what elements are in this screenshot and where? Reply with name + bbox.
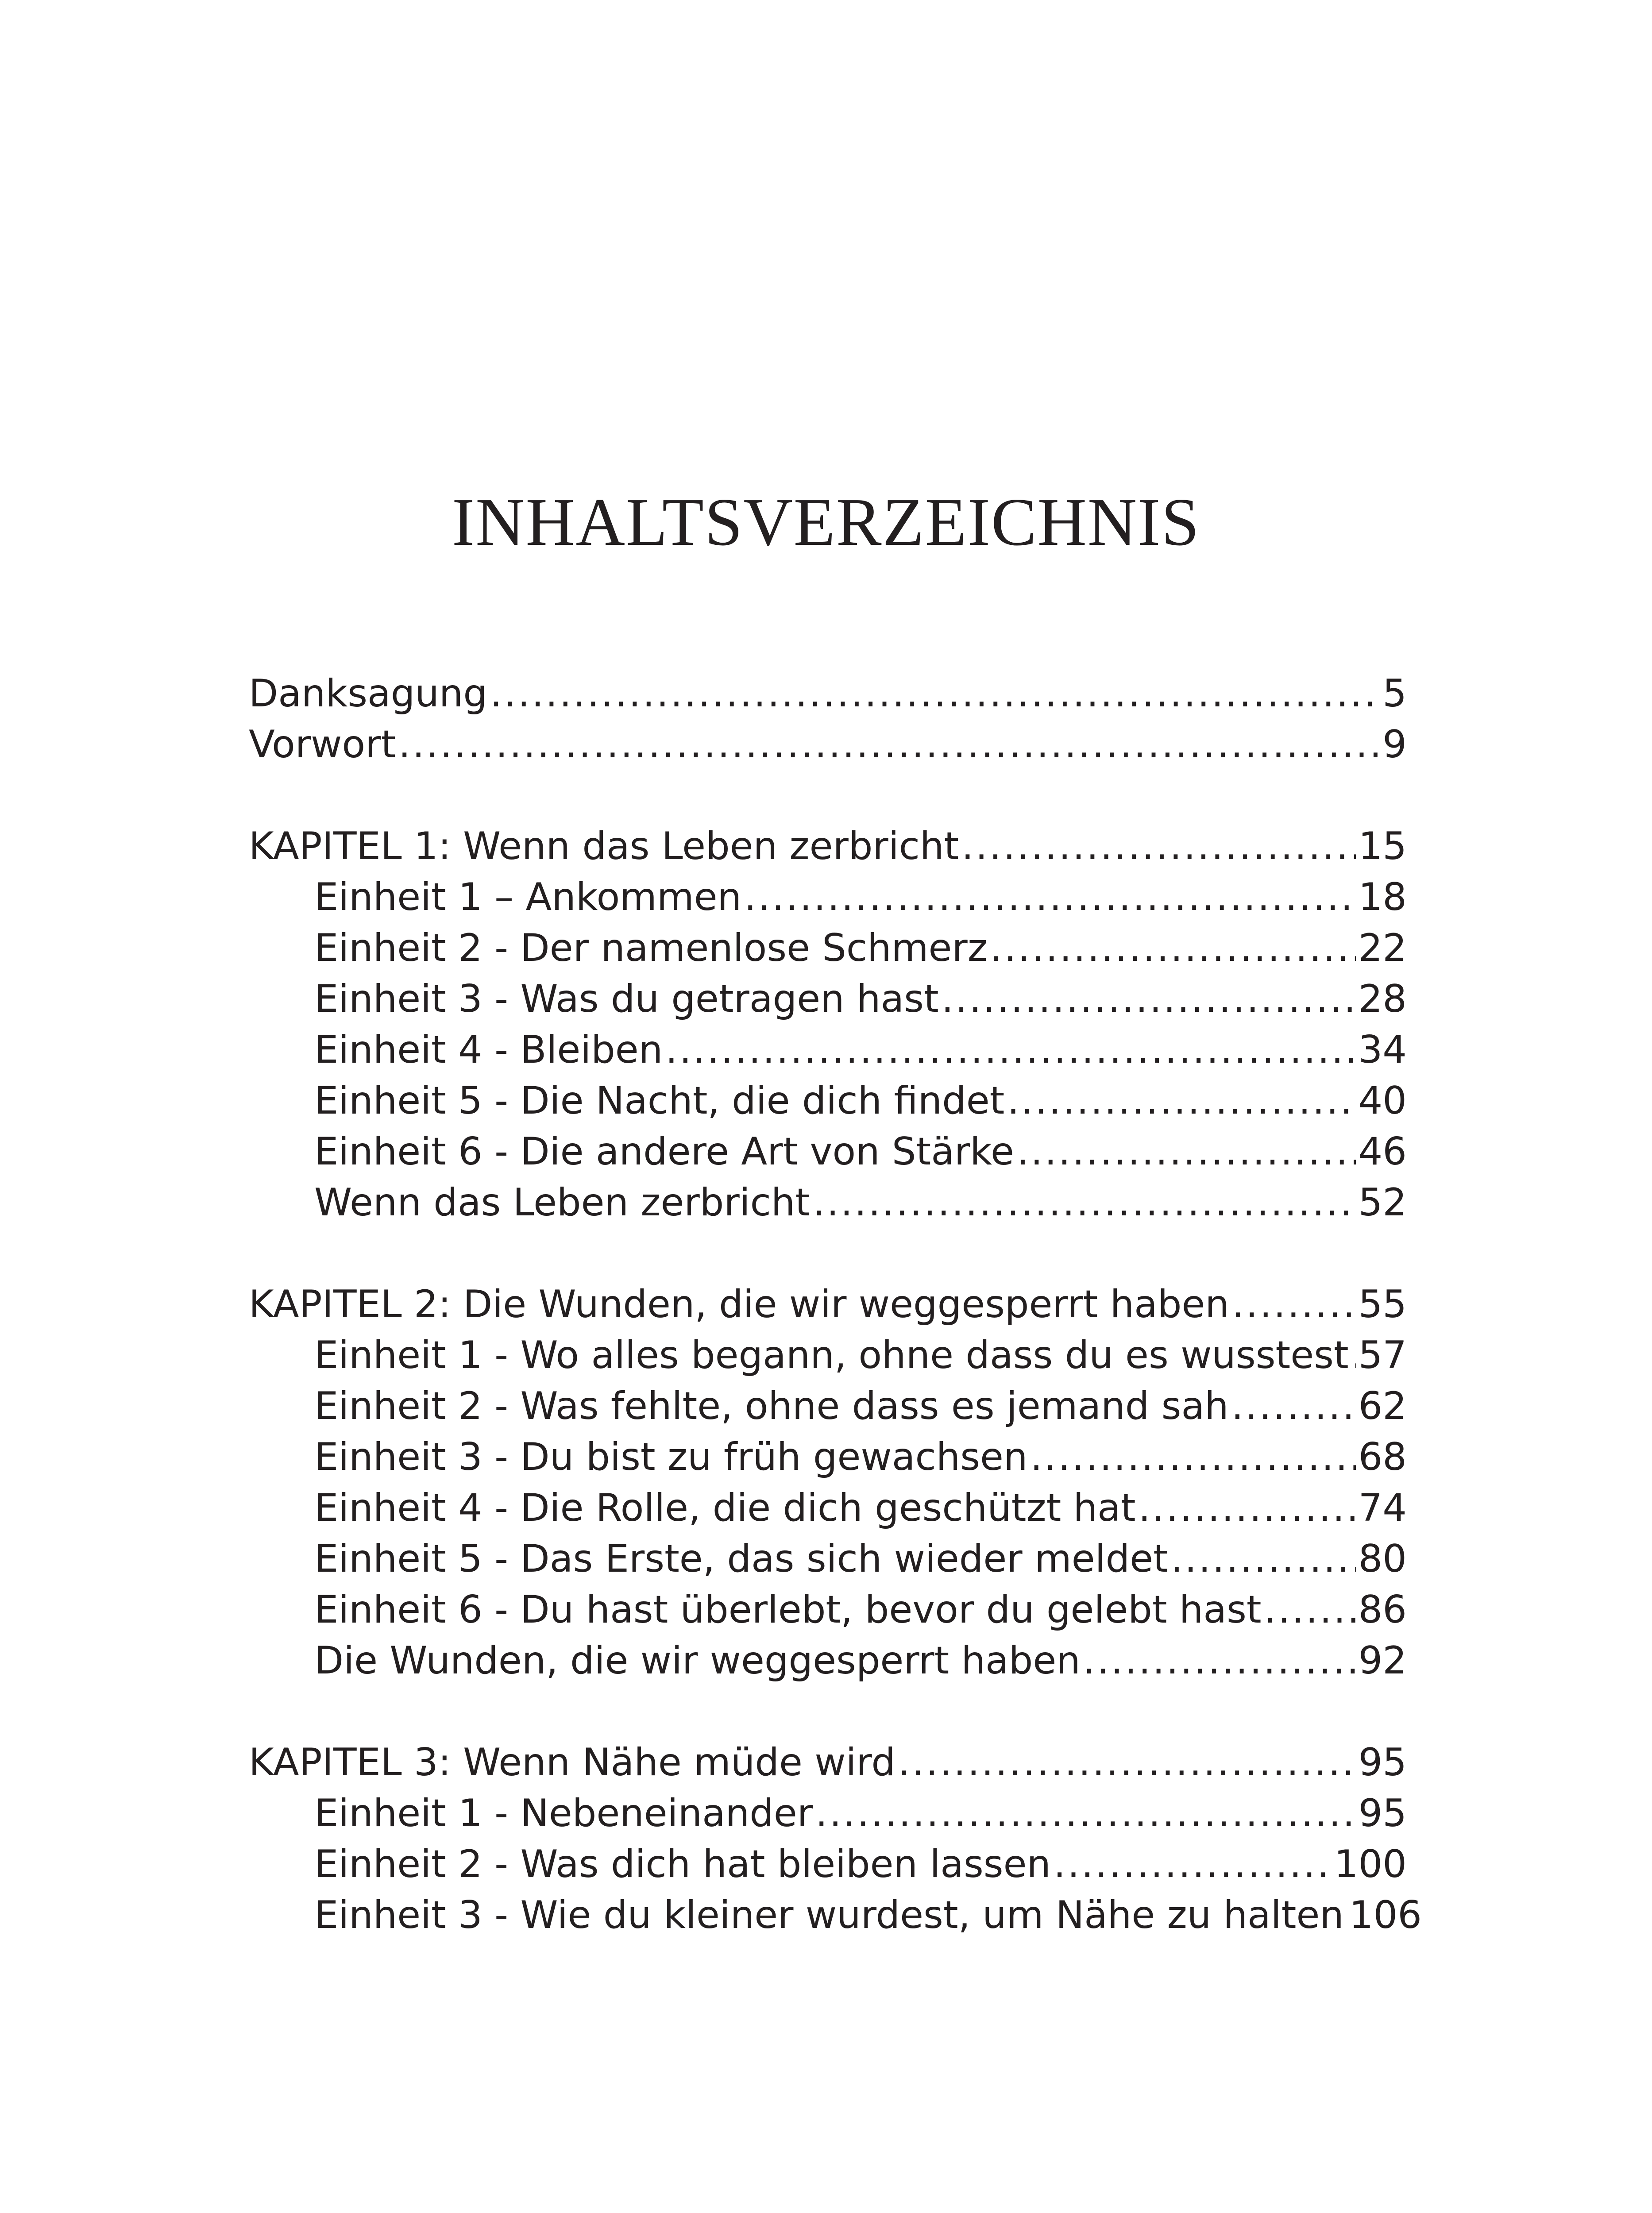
toc-subentry[interactable] xyxy=(249,1788,1407,1839)
dot-leader xyxy=(1083,1635,1356,1686)
toc-entry[interactable] xyxy=(249,1279,1407,1330)
toc-subentry[interactable] xyxy=(249,1635,1407,1686)
toc-subentry[interactable] xyxy=(249,1177,1407,1228)
toc-subentry[interactable] xyxy=(249,1483,1407,1534)
dot-leader xyxy=(942,974,1356,1025)
toc-subentry[interactable] xyxy=(249,1839,1407,1890)
toc-section xyxy=(249,668,1407,770)
dot-leader xyxy=(744,872,1355,923)
toc-entry-label: Einheit 2 - Der namenlose Schmerz xyxy=(314,926,988,970)
toc-page-number: 95 xyxy=(1358,1740,1407,1785)
dot-leader xyxy=(1017,1126,1356,1177)
toc-subentry[interactable] xyxy=(249,974,1407,1025)
toc-entry-label: Danksagung xyxy=(249,671,487,716)
toc-page-number: 5 xyxy=(1382,671,1407,716)
toc-page-number: 15 xyxy=(1358,824,1407,868)
toc-page-number: 28 xyxy=(1358,977,1407,1021)
dot-leader xyxy=(815,1788,1355,1839)
toc-entry-label: Vorwort xyxy=(249,722,396,767)
toc-subentry[interactable] xyxy=(249,1534,1407,1585)
dot-leader xyxy=(1231,1381,1356,1432)
toc-page-number: 57 xyxy=(1358,1333,1407,1377)
toc-entry-label: Einheit 6 - Du hast überlebt, bevor du gelebt hast xyxy=(314,1588,1262,1632)
dot-leader xyxy=(898,1737,1356,1788)
toc-page-number: 18 xyxy=(1358,875,1407,919)
dot-leader xyxy=(1351,1330,1356,1381)
toc-subentry[interactable] xyxy=(249,1330,1407,1381)
toc-section xyxy=(249,821,1407,1228)
toc-page-number: 46 xyxy=(1358,1130,1407,1174)
toc-entry-label: Einheit 2 - Was dich hat bleiben lassen xyxy=(314,1842,1051,1886)
dot-leader xyxy=(1232,1279,1356,1330)
toc-entry-label: Einheit 3 - Was du getragen hast xyxy=(314,977,939,1021)
toc-subentry[interactable] xyxy=(249,1076,1407,1126)
toc-page-number: 52 xyxy=(1358,1180,1407,1225)
dot-leader xyxy=(490,668,1380,719)
toc-entry-label: Einheit 5 - Das Erste, das sich wieder meldet xyxy=(314,1537,1168,1581)
dot-leader xyxy=(398,719,1380,770)
toc-subentry[interactable] xyxy=(249,1126,1407,1177)
toc-entry-label: Wenn das Leben zerbricht xyxy=(314,1180,811,1225)
toc-page-number: 9 xyxy=(1382,722,1407,767)
table-of-contents xyxy=(249,668,1422,1992)
toc-entry-label: Einheit 6 - Die andere Art von Stärke xyxy=(314,1130,1014,1174)
toc-entry[interactable] xyxy=(249,668,1407,719)
toc-page-number: 62 xyxy=(1358,1384,1407,1428)
toc-entry[interactable] xyxy=(249,719,1407,770)
toc-entry-label: KAPITEL 3: Wenn Nähe müde wird xyxy=(249,1740,895,1785)
toc-subentry[interactable] xyxy=(249,1585,1407,1635)
dot-leader xyxy=(1171,1534,1356,1585)
toc-entry-label: Einheit 1 - Wo alles begann, ohne dass du es wusstest xyxy=(314,1333,1349,1377)
toc-subentry[interactable] xyxy=(249,1890,1422,1941)
toc-page-number: 55 xyxy=(1358,1282,1407,1326)
dot-leader xyxy=(1007,1076,1355,1126)
toc-entry-label: Einheit 4 - Die Rolle, die dich geschützt hat xyxy=(314,1486,1136,1530)
toc-entry-label: Einheit 5 - Die Nacht, die dich findet xyxy=(314,1079,1005,1123)
toc-entry-label: Einheit 3 - Wie du kleiner wurdest, um Nähe zu halten xyxy=(314,1893,1344,1937)
toc-entry[interactable] xyxy=(249,821,1407,872)
dot-leader xyxy=(665,1025,1355,1076)
toc-page-number: 106 xyxy=(1349,1893,1422,1937)
toc-page-number: 95 xyxy=(1358,1791,1407,1835)
toc-page-number: 80 xyxy=(1358,1537,1407,1581)
toc-entry-label: Die Wunden, die wir weggesperrt haben xyxy=(314,1639,1081,1683)
page-title: INHALTSVERZEICHNIS xyxy=(452,485,1200,560)
toc-page-number: 22 xyxy=(1358,926,1407,970)
toc-page-number: 34 xyxy=(1358,1028,1407,1072)
toc-section xyxy=(249,1737,1422,1941)
toc-page-number: 40 xyxy=(1358,1079,1407,1123)
toc-entry-label: KAPITEL 1: Wenn das Leben zerbricht xyxy=(249,824,959,868)
toc-subentry[interactable] xyxy=(249,872,1407,923)
toc-page-number: 100 xyxy=(1334,1842,1407,1886)
toc-page-number: 86 xyxy=(1358,1588,1407,1632)
toc-section xyxy=(249,1279,1407,1686)
toc-entry-label: Einheit 1 – Ankommen xyxy=(314,875,742,919)
toc-subentry[interactable] xyxy=(249,1432,1407,1483)
dot-leader xyxy=(990,923,1356,974)
toc-subentry[interactable] xyxy=(249,1381,1407,1432)
toc-entry-label: Einheit 1 - Nebeneinander xyxy=(314,1791,813,1835)
toc-entry-label: Einheit 4 - Bleiben xyxy=(314,1028,663,1072)
dot-leader xyxy=(1030,1432,1355,1483)
dot-leader xyxy=(961,821,1355,872)
dot-leader xyxy=(1139,1483,1356,1534)
dot-leader xyxy=(1264,1585,1356,1635)
toc-entry-label: KAPITEL 2: Die Wunden, die wir weggesperrt haben xyxy=(249,1282,1229,1326)
toc-entry-label: Einheit 2 - Was fehlte, ohne dass es jemand sah xyxy=(314,1384,1229,1428)
toc-page-number: 92 xyxy=(1358,1639,1407,1683)
toc-page-number: 68 xyxy=(1358,1435,1407,1479)
toc-entry[interactable] xyxy=(249,1737,1407,1788)
toc-subentry[interactable] xyxy=(249,923,1407,974)
dot-leader xyxy=(1054,1839,1332,1890)
toc-entry-label: Einheit 3 - Du bist zu früh gewachsen xyxy=(314,1435,1028,1479)
toc-subentry[interactable] xyxy=(249,1025,1407,1076)
dot-leader xyxy=(813,1177,1355,1228)
toc-page-number: 74 xyxy=(1358,1486,1407,1530)
